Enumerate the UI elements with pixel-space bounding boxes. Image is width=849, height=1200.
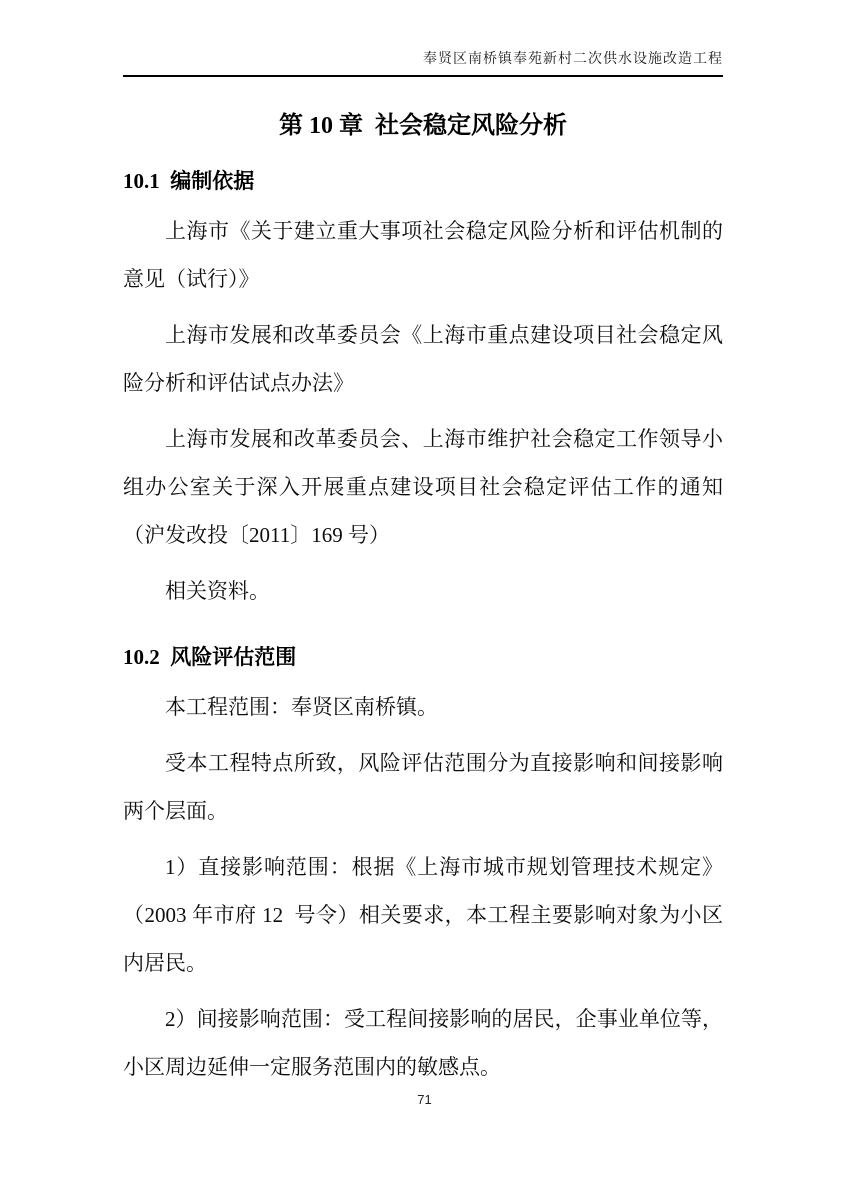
section-heading-10-2: 10.2 风险评估范围 bbox=[123, 645, 297, 669]
paragraph: 本工程范围：奉贤区南桥镇。 bbox=[165, 695, 438, 719]
paragraph: 上海市发展和改革委员会、上海市维护社会稳定工作领导小组办公室关于深入开展重点建设项目社会稳定评估工作的通知（沪发改投〔2011〕169 号） bbox=[123, 427, 723, 547]
page-number: 71 bbox=[417, 1092, 432, 1107]
page-header bbox=[123, 0, 723, 77]
section-heading-10-1: 10.1 编制依据 bbox=[123, 169, 255, 193]
paragraph: 相关资料。 bbox=[165, 579, 270, 603]
chapter-title: 第 10 章 社会稳定风险分析 bbox=[279, 113, 567, 139]
header-project-title: 奉贤区南桥镇奉苑新村二次供水设施改造工程 bbox=[423, 52, 723, 67]
paragraph: 1）直接影响范围：根据《上海市城市规划管理技术规定》（2003 年市府 12 号令）相关要求，本工程主要影响对象为小区内居民。 bbox=[123, 855, 723, 975]
paragraph: 上海市发展和改革委员会《上海市重点建设项目社会稳定风险分析和评估试点办法》 bbox=[123, 323, 723, 395]
page-content bbox=[123, 0, 723, 1099]
paragraph: 上海市《关于建立重大事项社会稳定风险分析和评估机制的意见（试行）》 bbox=[123, 219, 723, 291]
page-footer bbox=[0, 1092, 849, 1107]
paragraph: 2）间接影响范围：受工程间接影响的居民，企事业单位等，小区周边延伸一定服务范围内的敏感点。 bbox=[123, 1007, 723, 1079]
paragraph: 受本工程特点所致，风险评估范围分为直接影响和间接影响两个层面。 bbox=[123, 751, 723, 823]
